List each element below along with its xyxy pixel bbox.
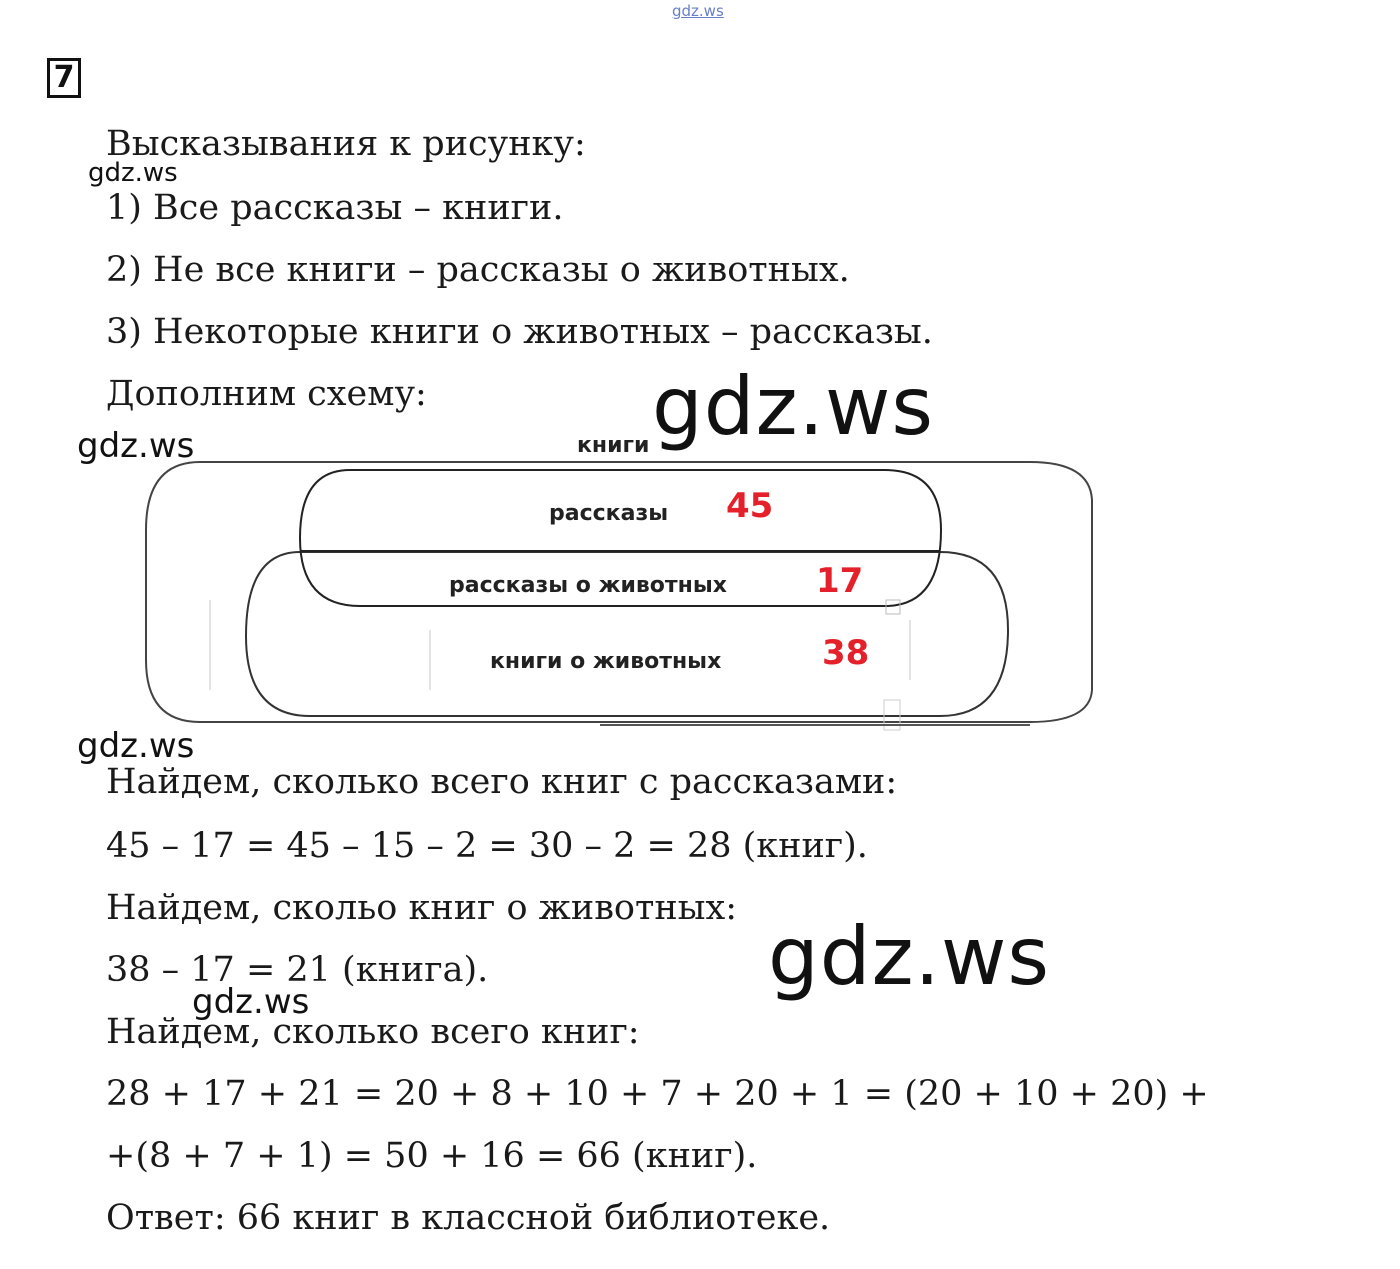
watermark-small: gdz.ws — [88, 158, 178, 188]
statement-2: 2) Не все книги – рассказы о животных. — [106, 250, 850, 290]
solution-line-4: 38 – 17 = 21 (книга). — [106, 950, 489, 990]
outer-set-label: книги — [577, 433, 650, 458]
set-value-stories: 45 — [726, 486, 774, 526]
watermark-big-lower: gdz.ws — [768, 910, 1051, 1003]
watermark-left-lower: gdz.ws — [77, 726, 195, 766]
set-value-animal-stories: 17 — [816, 561, 864, 601]
watermark-center: gdz.ws — [192, 982, 310, 1022]
solution-line-5: Найдем, сколько всего книг: — [106, 1012, 640, 1052]
intro-line: Высказывания к рисунку: — [106, 124, 586, 164]
statement-3: 3) Некоторые книги о животных – рассказы. — [106, 312, 933, 352]
watermark-top[interactable]: gdz.ws — [672, 2, 724, 20]
solution-line-3: Найдем, скольо книг о животных: — [106, 888, 738, 928]
task-number-box: 7 — [47, 58, 81, 98]
set-value-animal-books: 38 — [822, 633, 870, 673]
solution-line-2: 45 – 17 = 45 – 15 – 2 = 30 – 2 = 28 (книг). — [106, 826, 868, 866]
solution-line-7: +(8 + 7 + 1) = 50 + 16 = 66 (книг). — [106, 1136, 758, 1176]
set-label-animal-stories: рассказы о животных — [449, 573, 727, 598]
answer-line: Ответ: 66 книг в классной библиотеке. — [106, 1198, 831, 1238]
euler-diagram — [0, 420, 1400, 760]
solution-line-1: Найдем, сколько всего книг с рассказами: — [106, 762, 898, 802]
watermark-left-upper: gdz.ws — [77, 426, 195, 466]
scheme-intro: Дополним схему: — [106, 374, 427, 414]
set-label-stories: рассказы — [549, 501, 669, 526]
watermark-big-upper: gdz.ws — [652, 360, 935, 453]
solution-line-6: 28 + 17 + 21 = 20 + 8 + 10 + 7 + 20 + 1 = (20 + 10 + 20) + — [106, 1074, 1209, 1114]
statement-1: 1) Все рассказы – книги. — [106, 188, 564, 228]
set-label-animal-books: книги о животных — [490, 649, 722, 674]
